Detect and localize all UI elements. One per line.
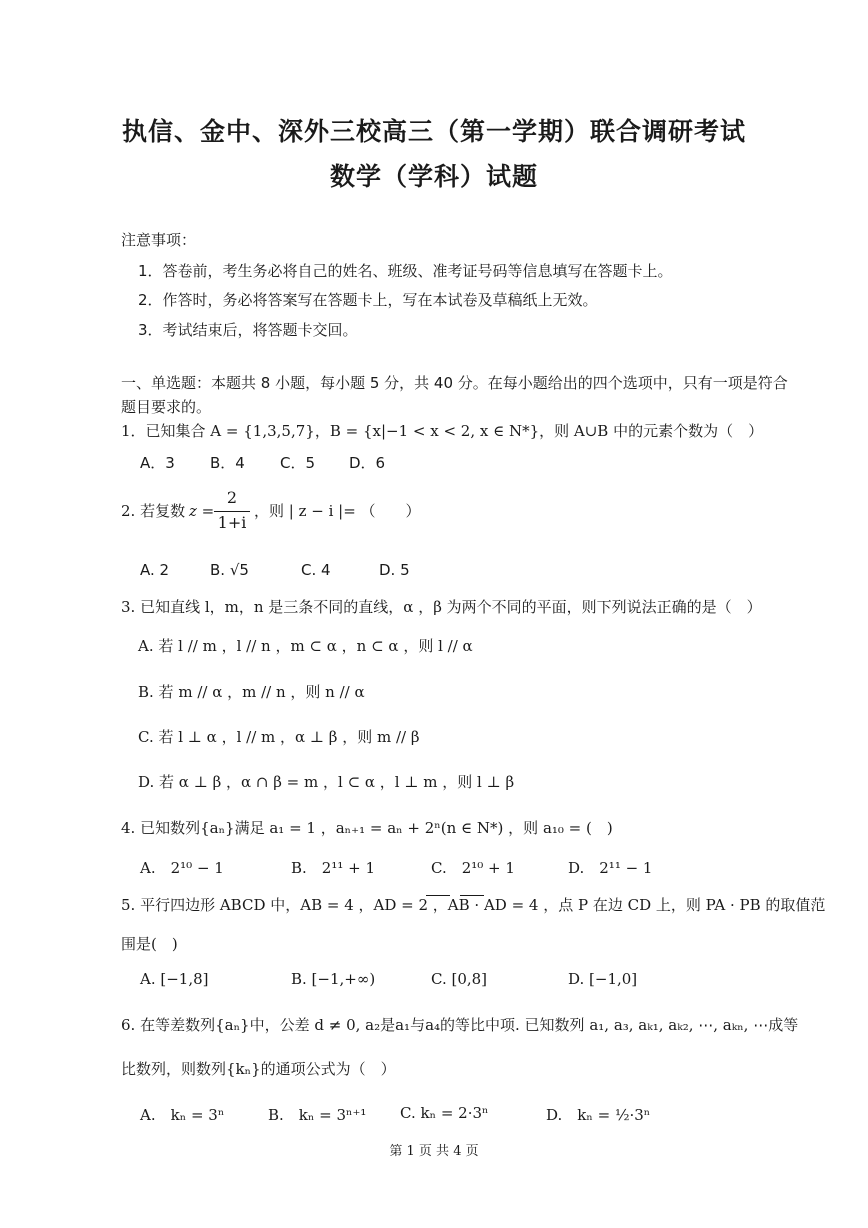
question-5-stem-line2: 围是( ): [121, 935, 178, 953]
q2-option-c: C. 4: [301, 561, 331, 579]
section-heading-line1: 一、单选题：本题共 8 小题，每小题 5 分，共 40 分。在每小题给出的四个选项中，只有一项是符合: [121, 374, 788, 392]
q3-option-b: B. 若 m // α ，m // n ，则 n // α: [138, 683, 365, 701]
q4-option-c: C. 2¹⁰ + 1: [431, 859, 515, 877]
q2-option-d: D. 5: [379, 561, 410, 579]
q4-option-d: D. 2¹¹ − 1: [568, 859, 653, 877]
q6-option-c: C. kₙ = 2·3ⁿ: [400, 1104, 489, 1122]
question-3-stem: 3. 已知直线 l，m，n 是三条不同的直线，α ，β 为两个不同的平面，则下列说法正确的是（ ）: [121, 598, 762, 616]
question-6-stem-line1: 6. 在等差数列{aₙ}中，公差 d ≠ 0, a₂是a₁与a₄的等比中项. 已知数列 a₁, a₃, aₖ₁, aₖ₂, ⋯, aₖₙ, ⋯成等: [121, 1016, 799, 1034]
notice-heading: 注意事项：: [121, 231, 197, 249]
q1-option-c: C．5: [280, 454, 316, 472]
q2-option-b: B. √5: [210, 561, 249, 579]
q6-option-b: B. kₙ = 3ⁿ⁺¹: [268, 1106, 367, 1124]
q2-fraction-bar: [214, 511, 250, 512]
q5-vector-ab-arrow: [426, 895, 450, 896]
question-2-stem-suffix: ，则 | z − i |= （ ）: [254, 502, 421, 520]
q6-option-a: A. kₙ = 3ⁿ: [140, 1106, 225, 1124]
notice-item-2: 2．作答时，务必将答案写在答题卡上，写在本试卷及草稿纸上无效。: [138, 291, 598, 309]
q3-option-d: D. 若 α ⊥ β ，α ∩ β = m ，l ⊂ α ，l ⊥ m ，则 l ⊥ β: [138, 773, 515, 791]
q2-option-a: A. 2: [140, 561, 170, 579]
q2-fraction-denominator: 1+i: [217, 513, 247, 532]
q4-option-b: B. 2¹¹ + 1: [291, 859, 376, 877]
q4-option-a: A. 2¹⁰ − 1: [140, 859, 224, 877]
q6-option-d: D. kₙ = ½·3ⁿ: [546, 1106, 651, 1124]
notice-item-1: 1．答卷前，考生务必将自己的姓名、班级、准考证号码等信息填写在答题卡上。: [138, 262, 673, 280]
question-2-stem-prefix: 2. 若复数: [121, 502, 186, 520]
exam-subtitle: 数学（学科）试题: [329, 162, 538, 191]
notice-item-3: 3．考试结束后，将答题卡交回。: [138, 321, 358, 339]
q5-option-b: B. [−1,+∞): [291, 970, 376, 988]
q2-z-equals: z =: [189, 502, 215, 520]
q5-option-d: D. [−1,0]: [568, 970, 638, 988]
q1-option-d: D．6: [349, 454, 386, 472]
q1-option-b: B．4: [210, 454, 245, 472]
q3-option-c: C. 若 l ⊥ α ，l // m ，α ⊥ β ，则 m // β: [138, 728, 420, 746]
q3-option-a: A. 若 l // m ，l // n ，m ⊂ α ，n ⊂ α ，则 l // α: [138, 637, 473, 655]
question-5-stem-line1: 5. 平行四边形 ABCD 中，AB = 4 ，AD = 2 ，AB · AD = 4 ，点 P 在边 CD 上，则 PA · PB 的取值范: [121, 896, 826, 914]
question-4-stem: 4. 已知数列{aₙ}满足 a₁ = 1 ，aₙ₊₁ = aₙ + 2ⁿ(n ∈ N*) ，则 a₁₀ = ( ): [121, 819, 613, 837]
q5-option-a: A. [−1,8]: [140, 970, 209, 988]
page-footer: 第 1 页 共 4 页: [389, 1144, 479, 1159]
q5-vector-ad-arrow: [460, 895, 484, 896]
q2-fraction-numerator: 2: [226, 488, 238, 507]
question-1-stem: 1．已知集合 A = {1,3,5,7}，B = {x|−1 < x < 2, x ∈ N*}，则 A∪B 中的元素个数为（ ）: [121, 422, 764, 440]
q5-option-c: C. [0,8]: [431, 970, 488, 988]
question-6-stem-line2: 比数列，则数列{kₙ}的通项公式为（ ）: [121, 1060, 396, 1078]
q1-option-a: A．3: [140, 454, 175, 472]
section-heading-line2: 题目要求的。: [121, 398, 212, 416]
exam-title: 执信、金中、深外三校高三（第一学期）联合调研考试: [121, 117, 746, 146]
